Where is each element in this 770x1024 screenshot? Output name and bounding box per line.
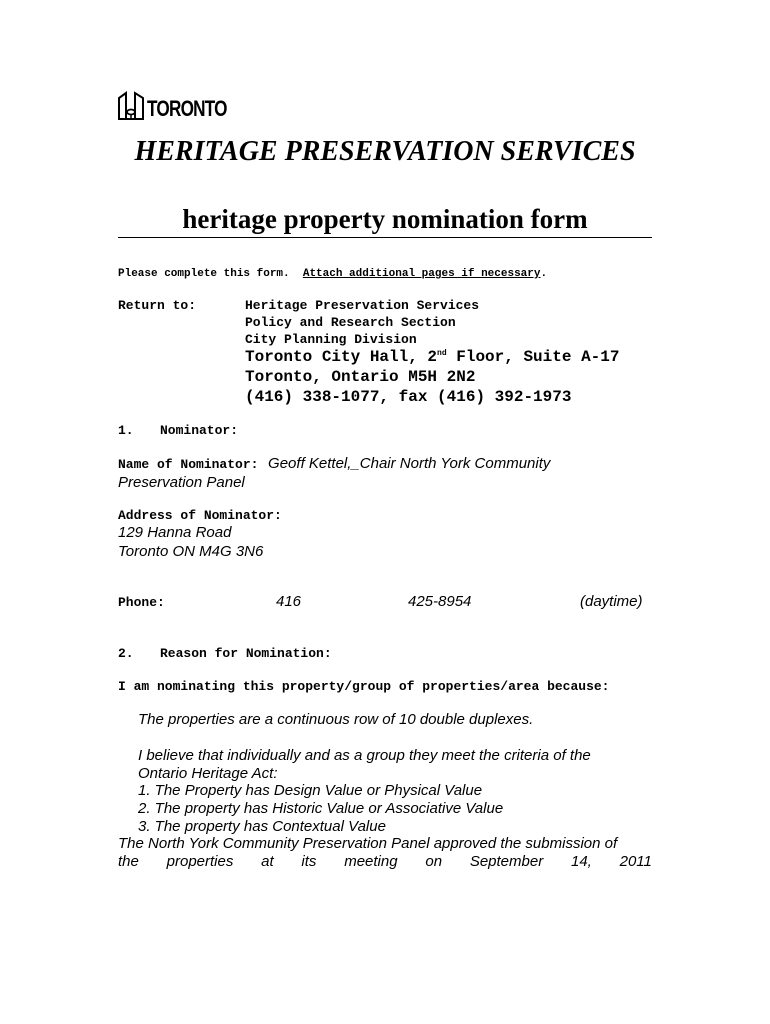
address-line-4-a: Toronto City Hall, 2: [245, 348, 438, 366]
logo-text: TORONTO: [147, 96, 227, 121]
section-1-heading: Nominator:: [160, 423, 239, 438]
closing-word: September: [469, 853, 544, 870]
instructions-attach: Attach additional pages if necessary: [302, 268, 541, 280]
criteria-item: 3. The property has Contextual Value: [138, 818, 386, 835]
reason-paragraph-2: I believe that individually and as a group they meet the criteria of the: [138, 747, 591, 764]
closing-line-1: The North York Community Preservation Panel approved the submission of: [118, 835, 618, 852]
nominator-name-row: [118, 455, 550, 473]
phone-note: (daytime): [580, 593, 643, 610]
instructions-text: Please complete this form.: [118, 268, 290, 280]
nominator-address-line-1: 129 Hanna Road: [118, 524, 232, 541]
phone-area-code: 416: [276, 593, 302, 610]
nominator-address-line-2: Toronto ON M4G 3N6: [118, 543, 264, 560]
closing-word: 2011: [619, 853, 652, 870]
toronto-city-hall-icon: [118, 90, 144, 120]
criteria-item: 2. The property has Historic Value or Associative Value: [138, 800, 504, 817]
closing-line-2: [118, 853, 652, 870]
address-line-4: [245, 348, 619, 366]
address-line-5: Toronto, Ontario M5H 2N2: [245, 368, 476, 386]
nominator-name-label: Name of Nominator:: [118, 457, 259, 472]
page-title: HERITAGE PRESERVATION SERVICES: [134, 136, 636, 167]
address-line-3: City Planning Division: [245, 332, 417, 347]
instructions-period: .: [540, 268, 548, 280]
closing-word: on: [425, 853, 443, 870]
form-title: heritage property nomination form: [118, 204, 652, 238]
closing-word: meeting: [344, 853, 398, 870]
closing-word: at: [261, 853, 274, 870]
phone-label: Phone:: [118, 595, 165, 610]
toronto-logo: [118, 90, 249, 120]
nominator-name-value: Geoff Kettel,_Chair North York Community: [268, 455, 551, 472]
address-line-4-b: Floor, Suite A-17: [446, 348, 620, 366]
address-line-1: Heritage Preservation Services: [245, 298, 480, 313]
address-line-2: Policy and Research Section: [245, 315, 456, 330]
closing-word: the: [118, 853, 139, 870]
nominator-address-label: Address of Nominator:: [118, 508, 282, 523]
address-line-6: (416) 338-1077, fax (416) 392-1973: [245, 388, 572, 406]
reason-paragraph-1: The properties are a continuous row of 10 double duplexes.: [138, 711, 534, 728]
closing-word: its: [301, 853, 317, 870]
closing-word: properties: [166, 853, 234, 870]
section-2-number: 2.: [118, 646, 134, 661]
closing-word: 14,: [570, 853, 592, 870]
criteria-item: 1. The Property has Design Value or Physical Value: [138, 782, 483, 799]
return-to-label: Return to:: [118, 298, 197, 313]
section-2-heading: Reason for Nomination:: [160, 646, 332, 661]
section-1-number: 1.: [118, 423, 134, 438]
nominator-name-value-cont: Preservation Panel: [118, 474, 245, 491]
address-line-4-sup: nd: [437, 349, 447, 358]
reason-paragraph-2-cont: Ontario Heritage Act:: [138, 765, 278, 782]
phone-number: 425-8954: [408, 593, 472, 610]
nomination-lead: I am nominating this property/group of properties/area because:: [118, 679, 610, 694]
instructions: [118, 268, 547, 280]
